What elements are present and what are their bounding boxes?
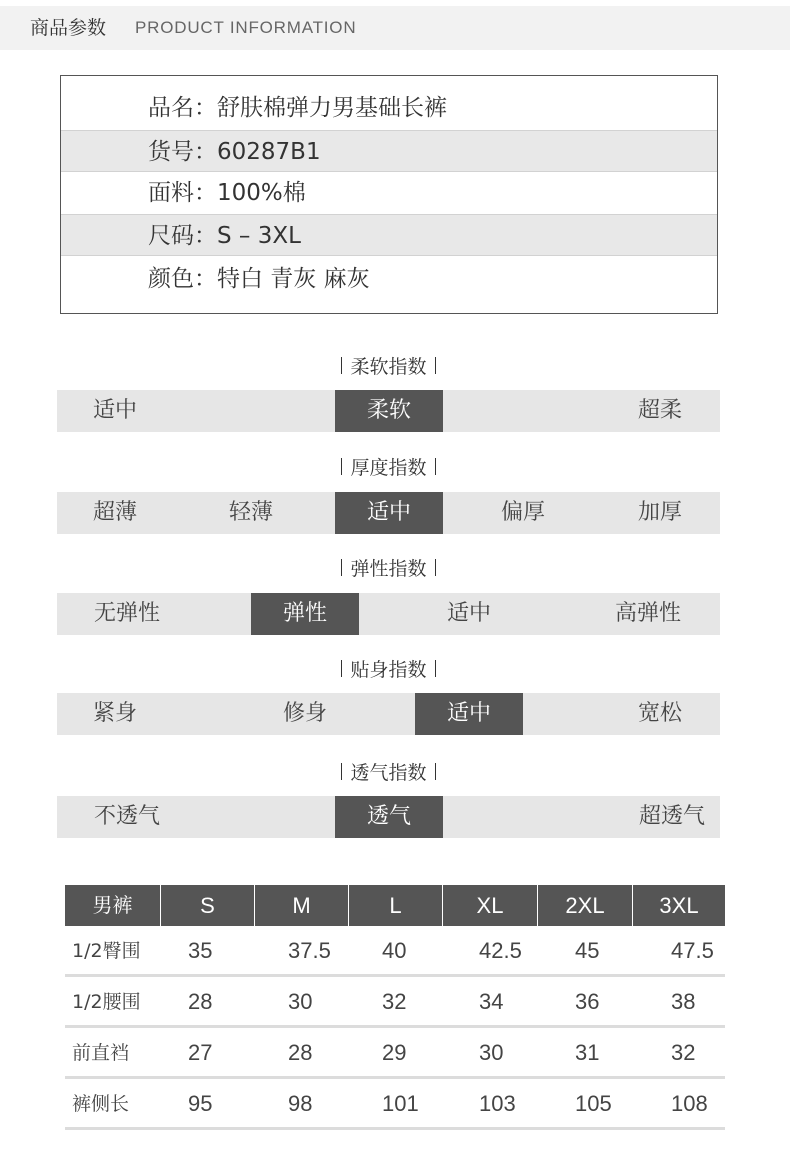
scale-title-label: 贴身指数 [350, 659, 427, 681]
info-row-size [61, 214, 717, 256]
table-cell: 31 [575, 1040, 600, 1065]
info-label: 货号： [148, 139, 217, 165]
scale-title-label: 厚度指数 [350, 457, 427, 479]
info-value: 舒肤棉弹力男基础长裤 [217, 95, 447, 121]
thickness-option-extra-thick: 加厚 [637, 500, 682, 525]
breathability-option-extra: 超透气 [638, 804, 705, 829]
thickness-option-thick: 偏厚 [500, 500, 545, 525]
info-row-name [61, 76, 717, 130]
column-header: 2XL [537, 885, 632, 926]
table-cell: 95 [188, 1091, 213, 1116]
info-value: 特白 青灰 麻灰 [217, 266, 370, 292]
softness-option-soft: 柔软 [335, 390, 443, 432]
elasticity-option-moderate: 适中 [446, 601, 491, 626]
breathability-option-none: 不透气 [93, 804, 160, 829]
table-cell: 103 [479, 1091, 516, 1116]
column-header: L [348, 885, 442, 926]
row-label: 裤侧长 [72, 1093, 130, 1115]
table-row [65, 1028, 725, 1079]
title-divider [435, 660, 436, 677]
table-cell: 28 [288, 1040, 313, 1065]
scale-title-label: 透气指数 [350, 762, 427, 784]
size-table [65, 885, 725, 1130]
info-label: 品名： [148, 95, 217, 121]
section-header [0, 6, 790, 50]
title-divider [435, 357, 436, 374]
table-cell: 35 [188, 938, 213, 963]
breathability-index-bar [57, 796, 720, 838]
fit-index-title [57, 656, 720, 684]
table-cell: 108 [671, 1091, 708, 1116]
table-cell: 34 [479, 989, 504, 1014]
row-label: 前直裆 [72, 1042, 130, 1064]
section-title-en: PRODUCT INFORMATION [135, 18, 357, 37]
title-divider [435, 763, 436, 780]
table-row [65, 977, 725, 1028]
thickness-index-title [57, 454, 720, 482]
elasticity-index-title [57, 555, 720, 583]
table-cell: 32 [382, 989, 407, 1014]
table-cell: 37.5 [288, 938, 331, 963]
info-row-sku [61, 130, 717, 172]
section-title-cn: 商品参数 [30, 17, 107, 39]
table-cell: 45 [575, 938, 600, 963]
column-header: 3XL [632, 885, 725, 926]
title-divider [435, 458, 436, 475]
table-cell: 32 [671, 1040, 696, 1065]
info-label: 颜色： [148, 266, 217, 292]
column-header: S [160, 885, 254, 926]
softness-option-extra-soft: 超柔 [637, 398, 682, 423]
product-info-box [60, 75, 718, 314]
table-cell: 30 [479, 1040, 504, 1065]
table-cell: 38 [671, 989, 696, 1014]
row-label: 1/2臀围 [72, 940, 141, 962]
table-cell: 101 [382, 1091, 419, 1116]
row-label: 1/2腰围 [72, 991, 141, 1013]
fit-option-moderate: 适中 [415, 693, 523, 735]
info-label: 尺码： [148, 223, 217, 249]
thickness-index-bar [57, 492, 720, 534]
table-cell: 42.5 [479, 938, 522, 963]
elasticity-option-stretch: 弹性 [251, 593, 359, 635]
thickness-option-moderate: 适中 [335, 492, 443, 534]
scale-title-label: 柔软指数 [350, 356, 427, 378]
table-cell: 30 [288, 989, 313, 1014]
info-value: 100%棉 [217, 180, 306, 206]
softness-index-bar [57, 390, 720, 432]
fit-option-loose: 宽松 [637, 701, 682, 726]
title-divider [341, 357, 342, 374]
breathability-index-title [57, 759, 720, 787]
table-row [65, 1079, 725, 1130]
table-cell: 29 [382, 1040, 407, 1065]
title-divider [341, 458, 342, 475]
softness-index-title [57, 353, 720, 381]
column-header: M [254, 885, 348, 926]
table-cell: 36 [575, 989, 600, 1014]
table-cell: 47.5 [671, 938, 714, 963]
table-row [65, 926, 725, 977]
breathability-option-breathable: 透气 [335, 796, 443, 838]
title-divider [341, 763, 342, 780]
title-divider [341, 660, 342, 677]
table-cell: 27 [188, 1040, 213, 1065]
scale-title-label: 弹性指数 [350, 558, 427, 580]
column-header: 男裤 [92, 893, 133, 917]
size-table-header [65, 885, 725, 926]
softness-option-moderate: 适中 [92, 398, 137, 423]
elasticity-index-bar [57, 593, 720, 635]
info-label: 面料： [148, 180, 217, 206]
info-row-fabric [61, 172, 717, 214]
table-cell: 105 [575, 1091, 612, 1116]
title-divider [435, 559, 436, 576]
fit-option-slim: 修身 [282, 701, 327, 726]
info-value: 60287B1 [217, 139, 321, 165]
fit-index-bar [57, 693, 720, 735]
info-row-color [61, 256, 717, 313]
fit-option-tight: 紧身 [92, 701, 137, 726]
elasticity-option-high: 高弹性 [614, 601, 681, 626]
thickness-option-thin: 轻薄 [228, 500, 273, 525]
table-cell: 98 [288, 1091, 313, 1116]
info-value: S – 3XL [217, 223, 301, 249]
table-cell: 40 [382, 938, 407, 963]
title-divider [341, 559, 342, 576]
thickness-option-ultra-thin: 超薄 [92, 500, 137, 525]
column-header: XL [442, 885, 537, 926]
table-cell: 28 [188, 989, 213, 1014]
elasticity-option-none: 无弹性 [93, 601, 160, 626]
